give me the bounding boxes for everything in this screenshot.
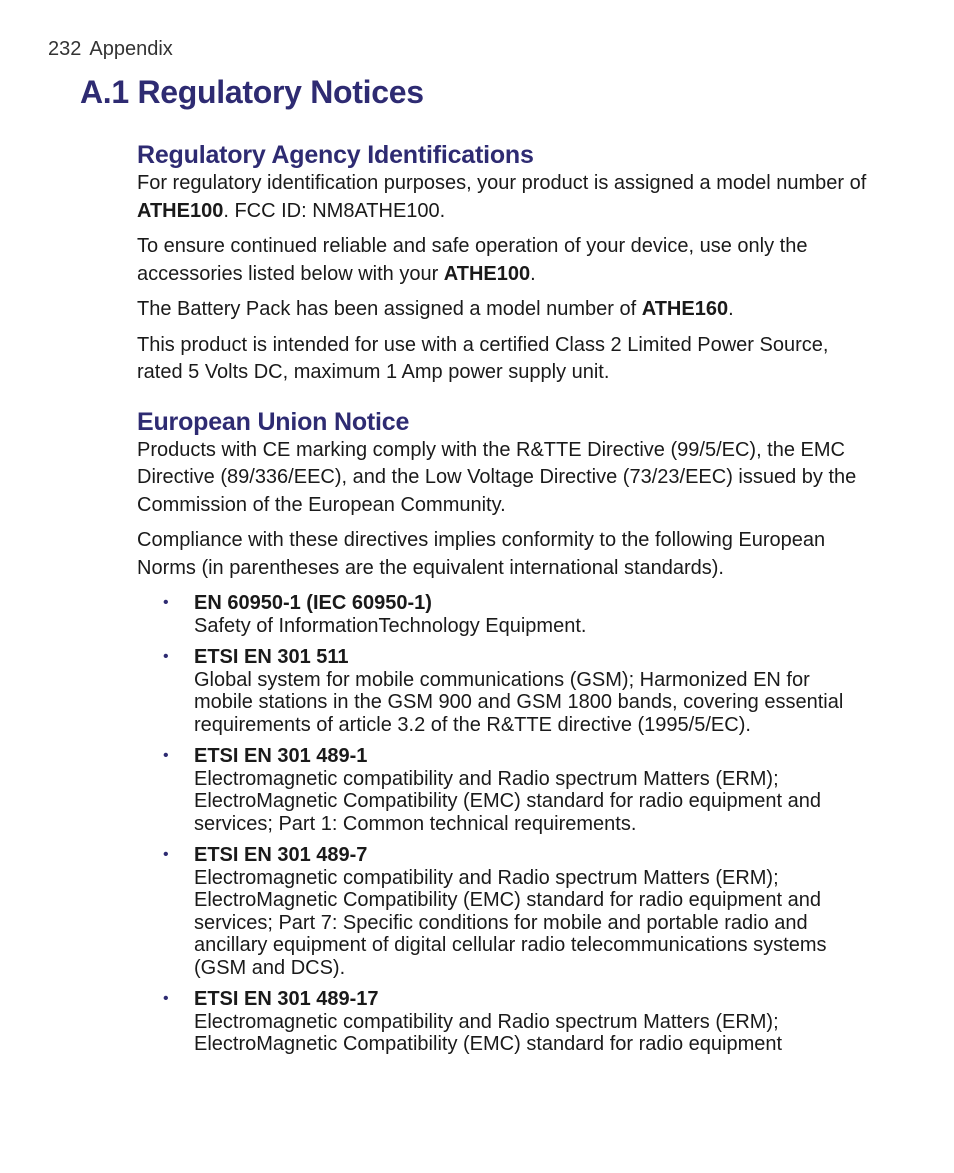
model-number: ATHE100 bbox=[137, 199, 224, 222]
standard-description: Electromagnetic compatibility and Radio spectrum Matters (ERM); ElectroMagnetic Compatibility (EMC) standard for radio equipment and services; Part 1: Common technical requirements. bbox=[194, 767, 821, 835]
list-item bbox=[137, 646, 867, 736]
paragraph: To ensure continued reliable and safe operation of your device, use only the accessories listed below with your ATHE100. bbox=[137, 235, 808, 285]
standards-list bbox=[137, 592, 867, 1056]
bullet-icon: • bbox=[163, 747, 169, 764]
main-content bbox=[137, 140, 867, 1065]
standard-description: Electromagnetic compatibility and Radio spectrum Matters (ERM); ElectroMagnetic Compatibility (EMC) standard for radio equipment and services; Part 7: Specific conditions for mobile and portable radio and ancillary equipment of digital cellular radio telecommunications systems (GSM and DCS). bbox=[194, 866, 827, 979]
page-header bbox=[48, 38, 173, 61]
model-number: ATHE100 bbox=[443, 262, 531, 285]
bullet-icon: • bbox=[163, 594, 169, 611]
paragraph: For regulatory identification purposes, your product is assigned a model number of ATHE100. FCC ID: NM8ATHE100. bbox=[137, 172, 867, 222]
standard-description: Safety of InformationTechnology Equipment. bbox=[194, 614, 587, 637]
standard-name: ETSI EN 301 489-1 bbox=[194, 745, 368, 767]
paragraph: This product is intended for use with a certified Class 2 Limited Power Source, rated 5 Volts DC, maximum 1 Amp power supply unit. bbox=[137, 333, 829, 383]
section-eu-notice bbox=[137, 407, 867, 1056]
bullet-icon: • bbox=[163, 846, 169, 863]
standard-description: Global system for mobile communications (GSM); Harmonized EN for mobile stations in the GSM 900 and GSM 1800 bands, covering essential requirements of article 3.2 of the R&TTE directive (1995/5/EC). bbox=[194, 668, 844, 736]
list-item bbox=[137, 844, 867, 979]
section-heading: Regulatory Agency Identifications bbox=[137, 141, 534, 169]
standard-name: ETSI EN 301 489-17 bbox=[194, 988, 379, 1010]
list-item bbox=[137, 988, 867, 1056]
page-number: 232 bbox=[48, 38, 82, 60]
header-section: Appendix bbox=[89, 38, 173, 60]
list-item bbox=[137, 745, 867, 835]
standard-name: ETSI EN 301 489-7 bbox=[194, 844, 368, 866]
bullet-icon: • bbox=[163, 990, 169, 1007]
standard-description: Electromagnetic compatibility and Radio spectrum Matters (ERM); ElectroMagnetic Compatibility (EMC) standard for radio equipment bbox=[194, 1010, 783, 1055]
section-regulatory-agency bbox=[137, 140, 867, 387]
paragraph: Products with CE marking comply with the R&TTE Directive (99/5/EC), the EMC Directive (89/336/EEC), and the Low Voltage Directive (73/23/EEC) issued by the Commission of the European Community. bbox=[137, 438, 857, 516]
section-heading: European Union Notice bbox=[137, 407, 410, 436]
standard-name: EN 60950-1 (IEC 60950-1) bbox=[194, 592, 432, 614]
list-item bbox=[137, 592, 867, 637]
battery-model-number: ATHE160 bbox=[641, 298, 729, 320]
paragraph: Compliance with these directives implies conformity to the following European Norms (in parentheses are the equivalent international standards). bbox=[137, 529, 826, 579]
bullet-icon: • bbox=[163, 648, 169, 665]
standard-name: ETSI EN 301 511 bbox=[194, 646, 349, 668]
paragraph: The Battery Pack has been assigned a model number of ATHE160. bbox=[137, 298, 734, 320]
page-title: A.1 Regulatory Notices bbox=[80, 74, 424, 110]
